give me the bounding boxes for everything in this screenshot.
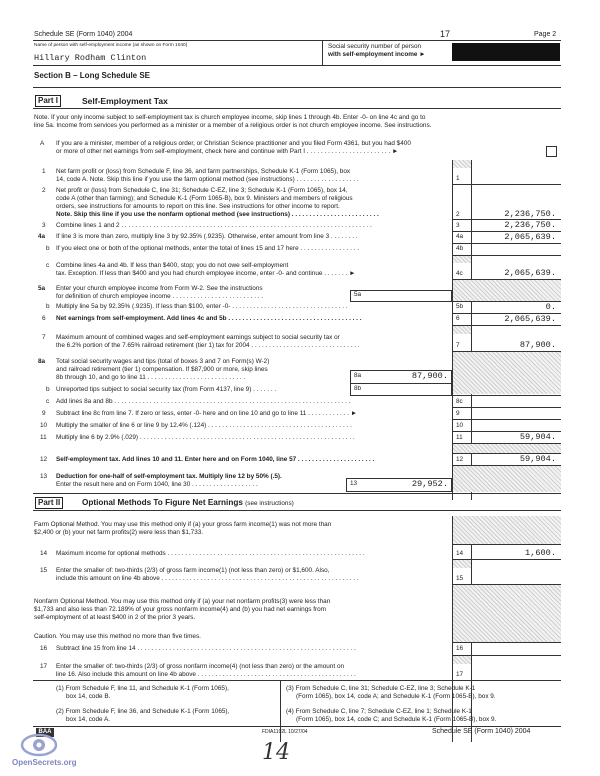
line13-number: 13 bbox=[40, 473, 48, 480]
line4a-box: 4a bbox=[456, 233, 464, 240]
lineA-text-1: If you are a minister, member of a religious order, or Christian Science practitioner and you filed Form 4361, but you had $400 bbox=[56, 140, 411, 147]
shade-11 bbox=[453, 656, 471, 664]
line2-text-1: Net profit or (loss) from Schedule C, line 31; Schedule C-EZ, line 3; Schedule K-1 (Form 1065), box 14, bbox=[56, 187, 348, 194]
shade-9 bbox=[453, 560, 471, 568]
line4c-number: c bbox=[46, 262, 50, 269]
line8a-text-3: 8b through 10, and go to line 11 . . . . . . . . . . . . . . . . . . . . . . . . . . . . bbox=[56, 374, 246, 381]
line13-text-2: Enter the result here and on Form 1040, line 30 . . . . . . . . . . . . . . . . . . . bbox=[56, 481, 258, 488]
line5a-number: 5a bbox=[38, 285, 46, 292]
line15-text-1: Enter the smaller of: two-thirds (2/3) of gross farm income(1) (not less than zero) or $1,600. Also, bbox=[56, 567, 330, 574]
line8b-box: 8b bbox=[354, 385, 362, 392]
line7-box: 7 bbox=[456, 342, 460, 349]
line13-amount: 29,952. bbox=[411, 479, 448, 489]
line15-number: 15 bbox=[40, 567, 48, 574]
line6-number: 6 bbox=[42, 315, 46, 322]
line11-number: 11 bbox=[40, 434, 47, 441]
line8a-amount: 87,900. bbox=[411, 371, 448, 381]
line5b-number: b bbox=[46, 303, 50, 310]
line10-box: 10 bbox=[456, 422, 464, 429]
line8c-text: Add lines 8a and 8b . . . . . . . . . . . . . . . . . . . . . . . . . . . . . . . . . . . . . . . . . . . . . . . . . . . . . . . . . . . . . . . . . . . bbox=[56, 398, 351, 405]
caution-text: Caution. You may use this method no more than five times. bbox=[34, 633, 201, 640]
part2-title: Optional Methods To Figure Net Earnings bbox=[82, 498, 243, 507]
nonfarm-heading-3: self-employment of at least $400 in 2 of the prior 3 years. bbox=[34, 614, 196, 621]
footnote-3a: (3) From Schedule C, line 31; Schedule C-EZ, line 3; Schedule K-1 bbox=[286, 685, 476, 692]
line3-amount: 2,236,750. bbox=[504, 220, 556, 230]
lineA-text-2: or more of other net earnings from self-employment, check here and continue with Part I . . . . . . . . . . . . . . . . . . . . . . . . ► bbox=[56, 148, 399, 155]
line16-box: 16 bbox=[456, 645, 464, 652]
part2-title-row bbox=[82, 498, 294, 507]
line3-number: 3 bbox=[42, 222, 46, 229]
line8a-number: 8a bbox=[38, 358, 46, 365]
farm-heading-2: $2,400 or (b) your net farm profits(2) were less than $1,733. bbox=[34, 529, 204, 536]
line7-amount: 87,900. bbox=[519, 340, 556, 350]
line1-box: 1 bbox=[456, 175, 460, 182]
line4c-amount: 2,065,639. bbox=[504, 268, 556, 278]
line1-text-2: 14, code A. Note. Skip this line if you use the farm optional method (see instructions) . . . . . . . . . . . . . . . . . . bbox=[56, 176, 359, 183]
line4a-text: If line 3 is more than zero, multiply line 3 by 92.35% (.9235). Otherwise, enter amount from line 3 . . . . . . . . bbox=[56, 233, 358, 240]
line7-text-2: the 6.2% portion of the 7.65% railroad retirement (tier 1) tax for 2004 . . . . . . . . . . . . . . . . . . . . . . . . . . . . . . . bbox=[56, 342, 360, 349]
line8c-number: c bbox=[46, 398, 50, 405]
line12-amount: 59,904. bbox=[519, 454, 556, 464]
ssn-label-1: Social security number of person bbox=[328, 43, 422, 50]
line2-number: 2 bbox=[42, 187, 46, 194]
line4a-number: 4a bbox=[38, 233, 46, 240]
line4b-box: 4b bbox=[456, 245, 464, 252]
shade-8 bbox=[453, 516, 561, 544]
part2-subtitle: (see instructions) bbox=[245, 500, 294, 507]
line4b-number: b bbox=[46, 245, 50, 252]
line8b-text: Unreported tips subject to social security tax (from Form 4137, line 9) . . . . . . . bbox=[56, 386, 277, 393]
shade-6 bbox=[453, 444, 561, 453]
line5a-text-2: for definition of church employee income . . . . . . . . . . . . . . . . . . . . . . . . . . bbox=[56, 293, 264, 300]
note1-line2: line 5a. Income from services you performed as a minister or a member of a religious order is not church employee income. See instructions. bbox=[34, 122, 432, 129]
baa-badge: BAA bbox=[36, 728, 54, 737]
lineA-number: A bbox=[40, 140, 45, 147]
line8b-number: b bbox=[46, 386, 50, 393]
line14-number: 14 bbox=[40, 550, 48, 557]
line13-text-1: Deduction for one-half of self-employment tax. Multiply line 12 by 50% (.5). bbox=[56, 473, 282, 480]
line3-text: Combine lines 1 and 2 . . . . . . . . . . . . . . . . . . . . . . . . . . . . . . . . . . . . . . . . . . . . . . . . . . . . . . . . . . . . . . . . . . . . . . . bbox=[56, 222, 372, 229]
line4a-amount: 2,065,639. bbox=[504, 232, 556, 242]
shade-7 bbox=[453, 466, 561, 492]
shade-3 bbox=[453, 280, 561, 301]
line9-box: 9 bbox=[456, 410, 460, 417]
line17-text-2: line 16. Also include this amount on line 4b above . . . . . . . . . . . . . . . . . . . . . . . . . . . . . . . . . . . . . . . . . . . . . bbox=[56, 671, 356, 678]
watermark-text: OpenSecrets.org bbox=[12, 758, 77, 767]
shade-2 bbox=[453, 256, 471, 263]
line4c-box: 4c bbox=[456, 270, 463, 277]
form-code: FDIA1102L 10/27/04 bbox=[262, 729, 308, 735]
line1-text-1: Net farm profit or (loss) from Schedule F, line 36, and farm partnerships, Schedule K-1 (Form 1065), box bbox=[56, 168, 351, 175]
lineA-checkbox[interactable] bbox=[546, 146, 557, 157]
note1-line1: Note. If your only income subject to self-employment tax is church employee income, skip lines 1 through 4b. Enter -0- on line 4c and go to bbox=[34, 114, 426, 121]
line9-text: Subtract line 8c from line 7. If zero or less, enter -0- here and on line 10 and go to line 11 . . . . . . . . . . . . ► bbox=[56, 410, 358, 417]
name-label: Name of person with self-employment income (as shown on Form 1040) bbox=[34, 43, 188, 48]
line12-box: 12 bbox=[456, 456, 464, 463]
form-title: Schedule SE (Form 1040) 2004 bbox=[34, 31, 133, 38]
line9-number: 9 bbox=[42, 410, 46, 417]
ssn-label-2: with self-employment income ► bbox=[328, 51, 426, 58]
line4c-text-2: tax. Exception. If less than $400 and you had church employee income, enter -0- and continue . . . . . . . ► bbox=[56, 270, 356, 277]
line8a-text-1: Total social security wages and tips (total of boxes 3 and 7 on Form(s) W-2) bbox=[56, 358, 270, 365]
footnote-1b: box 14, code B. bbox=[66, 693, 111, 700]
line2-box: 2 bbox=[456, 211, 460, 218]
line14-text: Maximum income for optional methods . . . . . . . . . . . . . . . . . . . . . . . . . . . . . . . . . . . . . . . . . . . . . . . . . . . . . . . . bbox=[56, 550, 365, 557]
part1-title: Self-Employment Tax bbox=[82, 96, 168, 106]
footnote-2b: box 14, code A. bbox=[66, 716, 111, 723]
line11-text: Multiply line 6 by 2.9% (.029) . . . . . . . . . . . . . . . . . . . . . . . . . . . . . . . . . . . . . . . . . . . . . . . . . . . . . . . . . . . . . bbox=[56, 434, 355, 441]
line11-amount: 59,904. bbox=[519, 432, 556, 442]
farm-heading-1: Farm Optional Method. You may use this method only if (a) your gross farm income(1) was not more than bbox=[34, 521, 332, 528]
line8c-box: 8c bbox=[456, 398, 463, 405]
page-number: Page 2 bbox=[534, 31, 557, 38]
line5b-text: Multiply line 5a by 92.35% (.9235). If less than $100, enter -0- . . . . . . . . . . . . . . . . . . . . . . . . . . . . . . . . . bbox=[56, 303, 348, 310]
line7-text-1: Maximum amount of combined wages and self-employment earnings subject to social security tax or bbox=[56, 334, 340, 341]
line16-number: 16 bbox=[40, 645, 48, 652]
line12-number: 12 bbox=[40, 456, 48, 463]
line8a-text-2: and railroad retirement (tier 1) compensation. If $87,900 or more, skip lines bbox=[56, 366, 268, 373]
line5b-box: 5b bbox=[456, 303, 464, 310]
line6-amount: 2,065,639. bbox=[504, 314, 556, 324]
line6-box: 6 bbox=[456, 315, 460, 322]
line2-text-3: orders, see instructions for amounts to report on this line. See instructions for other income to report. bbox=[56, 203, 340, 210]
shade-10 bbox=[453, 585, 561, 642]
footnote-4b: (Form 1065), box 14, code C; and Schedule K-1 (Form 1065-B), box 9. bbox=[296, 716, 497, 723]
line15-box: 15 bbox=[456, 575, 464, 582]
line6-text: Net earnings from self-employment. Add lines 4c and 5b . . . . . . . . . . . . . . . . . . . . . . . . . . . . . . . . . . . . . . bbox=[56, 315, 362, 322]
footnote-3b: (Form 1065), box 14, code A; and Schedule K-1 (Form 1065-B), box 9. bbox=[296, 693, 496, 700]
line14-amount: 1,600. bbox=[525, 548, 556, 558]
taxpayer-name: Hillary Rodham Clinton bbox=[34, 53, 147, 63]
eye-icon bbox=[16, 728, 62, 760]
line8a-box: 8a bbox=[354, 372, 362, 379]
sequence-number: 17 bbox=[440, 29, 451, 39]
footer-form-title: Schedule SE (Form 1040) 2004 bbox=[432, 728, 531, 735]
line17-text-1: Enter the smaller of: two-thirds (2/3) of gross nonfarm income(4) (not less than zero) or the amount on bbox=[56, 663, 345, 670]
footnote-1a: (1) From Schedule F, line 11, and Schedule K-1 (Form 1065), bbox=[56, 685, 229, 692]
ssn-redacted bbox=[452, 43, 560, 61]
line14-box: 14 bbox=[456, 550, 464, 557]
section-title: Section B – Long Schedule SE bbox=[34, 71, 151, 80]
line2-text-4: Note. Skip this line if you use the nonfarm optional method (see instructions) . . . . . . . . . . . . . . . . . . . . . . . . . bbox=[56, 211, 379, 218]
line4b-text: If you elect one or both of the optional methods, enter the total of lines 15 and 17 here . . . . . . . . . . . . . . . . . bbox=[56, 245, 360, 252]
line15-text-2: include this amount on line 4b above . . . . . . . . . . . . . . . . . . . . . . . . . . . . . . . . . . . . . . . . . . . . . . . . . . . . . . . . bbox=[56, 575, 359, 582]
line13-box: 13 bbox=[350, 480, 358, 487]
line5a-field[interactable] bbox=[350, 290, 452, 302]
footnote-4a: (4) From Schedule C, line 7; Schedule C-EZ, line 1; Schedule K-1 bbox=[286, 708, 472, 715]
line10-text: Multiply the smaller of line 6 or line 9 by 12.4% (.124) . . . . . . . . . . . . . . . . . . . . . . . . . . . . . . . . . . . . . . . . . bbox=[56, 422, 352, 429]
line11-box: 11 bbox=[456, 434, 463, 441]
line8b-field[interactable] bbox=[350, 383, 452, 396]
line4c-text-1: Combine lines 4a and 4b. If less than $400, stop; you do not owe self-employment bbox=[56, 262, 289, 269]
nonfarm-heading-2: $1,733 and also less than 72.189% of your gross nonfarm income(4) and (b) you had net earnings from bbox=[34, 606, 327, 613]
footnote-2a: (2) From Schedule F, line 36, and Schedule K-1 (Form 1065), bbox=[56, 708, 230, 715]
line3-box: 3 bbox=[456, 222, 460, 229]
shade-4 bbox=[453, 326, 471, 334]
line5a-text-1: Enter your church employee income from Form W-2. See the instructions bbox=[56, 285, 263, 292]
shade-5 bbox=[453, 352, 561, 394]
nonfarm-heading-1: Nonfarm Optional Method. You may use this method only if (a) your net nonfarm profits(3) were less than bbox=[34, 598, 331, 605]
line5b-amount: 0. bbox=[545, 302, 556, 312]
line17-number: 17 bbox=[40, 663, 48, 670]
line12-text: Self-employment tax. Add lines 10 and 11. Enter here and on Form 1040, line 57 . . . . . . . . . . . . . . . . . . . . . . bbox=[56, 456, 375, 463]
opensecrets-logo bbox=[12, 728, 77, 774]
part2-label: Part II bbox=[35, 497, 63, 509]
part1-label: Part I bbox=[35, 95, 61, 107]
line2-text-2: code A (other than farming); and Schedule K-1 (Form 1065-B), box 9. Ministers and members of religious bbox=[56, 195, 353, 202]
line17-box: 17 bbox=[456, 671, 464, 678]
line10-number: 10 bbox=[40, 422, 48, 429]
line2-amount: 2,236,750. bbox=[504, 209, 556, 219]
line16-text: Subtract line 15 from line 14 . . . . . . . . . . . . . . . . . . . . . . . . . . . . . . . . . . . . . . . . . . . . . . . . . . . . . . . . . . . . . . bbox=[56, 645, 356, 652]
line7-number: 7 bbox=[42, 334, 46, 341]
line5a-box: 5a bbox=[354, 291, 362, 298]
shade-1 bbox=[453, 160, 471, 168]
line1-number: 1 bbox=[42, 168, 46, 175]
handwritten-page-number: 14 bbox=[262, 740, 290, 765]
